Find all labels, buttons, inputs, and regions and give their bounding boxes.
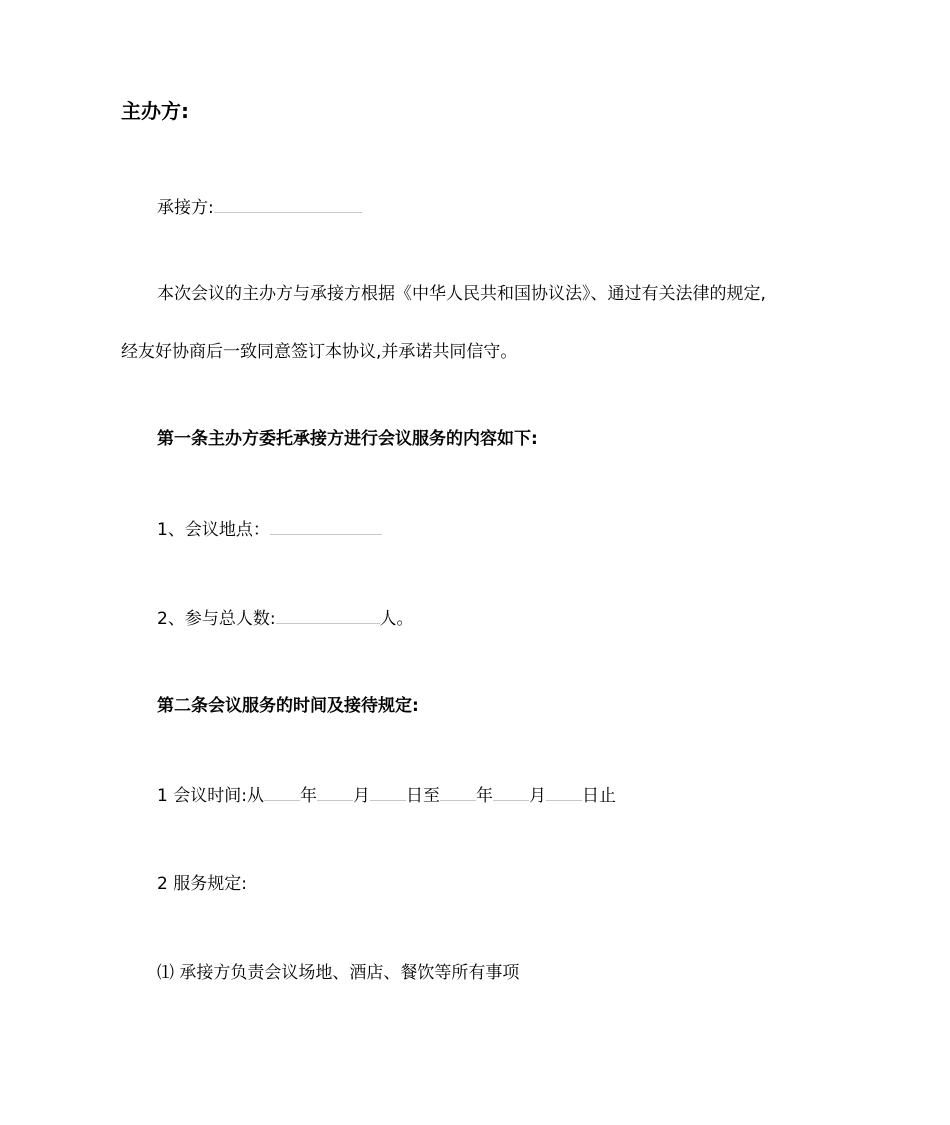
- year-label-2: 年: [475, 786, 493, 806]
- day-end-label: 日止: [581, 786, 616, 806]
- intro-line-2: 经友好协商后一致同意签订本协议,并承诺共同信守。: [121, 342, 518, 362]
- service-label: 2 服务规定:: [157, 874, 247, 894]
- day-to-label: 日至: [405, 786, 440, 806]
- month-label-1: 月: [352, 786, 370, 806]
- contractor-label: 承接方:: [157, 198, 214, 218]
- attendees-blank[interactable]: [276, 607, 380, 624]
- intro-line-1: 本次会议的主办方与承接方根据《中华人民共和国协议法》、通过有关法律的规定,: [157, 284, 766, 304]
- item2-line: [157, 607, 414, 630]
- contractor-blank[interactable]: [214, 196, 362, 213]
- time-prefix: 1 会议时间:从: [157, 786, 264, 806]
- end-day-blank[interactable]: [546, 784, 582, 801]
- end-year-blank[interactable]: [440, 784, 476, 801]
- article2-heading: 第二条会议服务的时间及接待规定:: [157, 696, 419, 716]
- article1-heading: 第一条主办方委托承接方进行会议服务的内容如下:: [157, 429, 538, 449]
- start-year-blank[interactable]: [264, 784, 300, 801]
- year-label-1: 年: [299, 786, 317, 806]
- organizer-label: 主办方:: [121, 99, 189, 123]
- venue-blank[interactable]: [270, 518, 382, 535]
- item1-label: 1、会议地点：: [157, 520, 270, 540]
- item2-suffix: 人。: [379, 609, 414, 629]
- time-line: [157, 784, 616, 807]
- start-day-blank[interactable]: [370, 784, 406, 801]
- end-month-blank[interactable]: [493, 784, 529, 801]
- start-month-blank[interactable]: [317, 784, 353, 801]
- contractor-line: [157, 196, 362, 219]
- service-item-1: ⑴ 承接方负责会议场地、酒店、餐饮等所有事项: [157, 963, 520, 983]
- month-label-2: 月: [528, 786, 546, 806]
- item1-line: [157, 518, 382, 541]
- item2-label: 2、参与总人数:: [157, 609, 276, 629]
